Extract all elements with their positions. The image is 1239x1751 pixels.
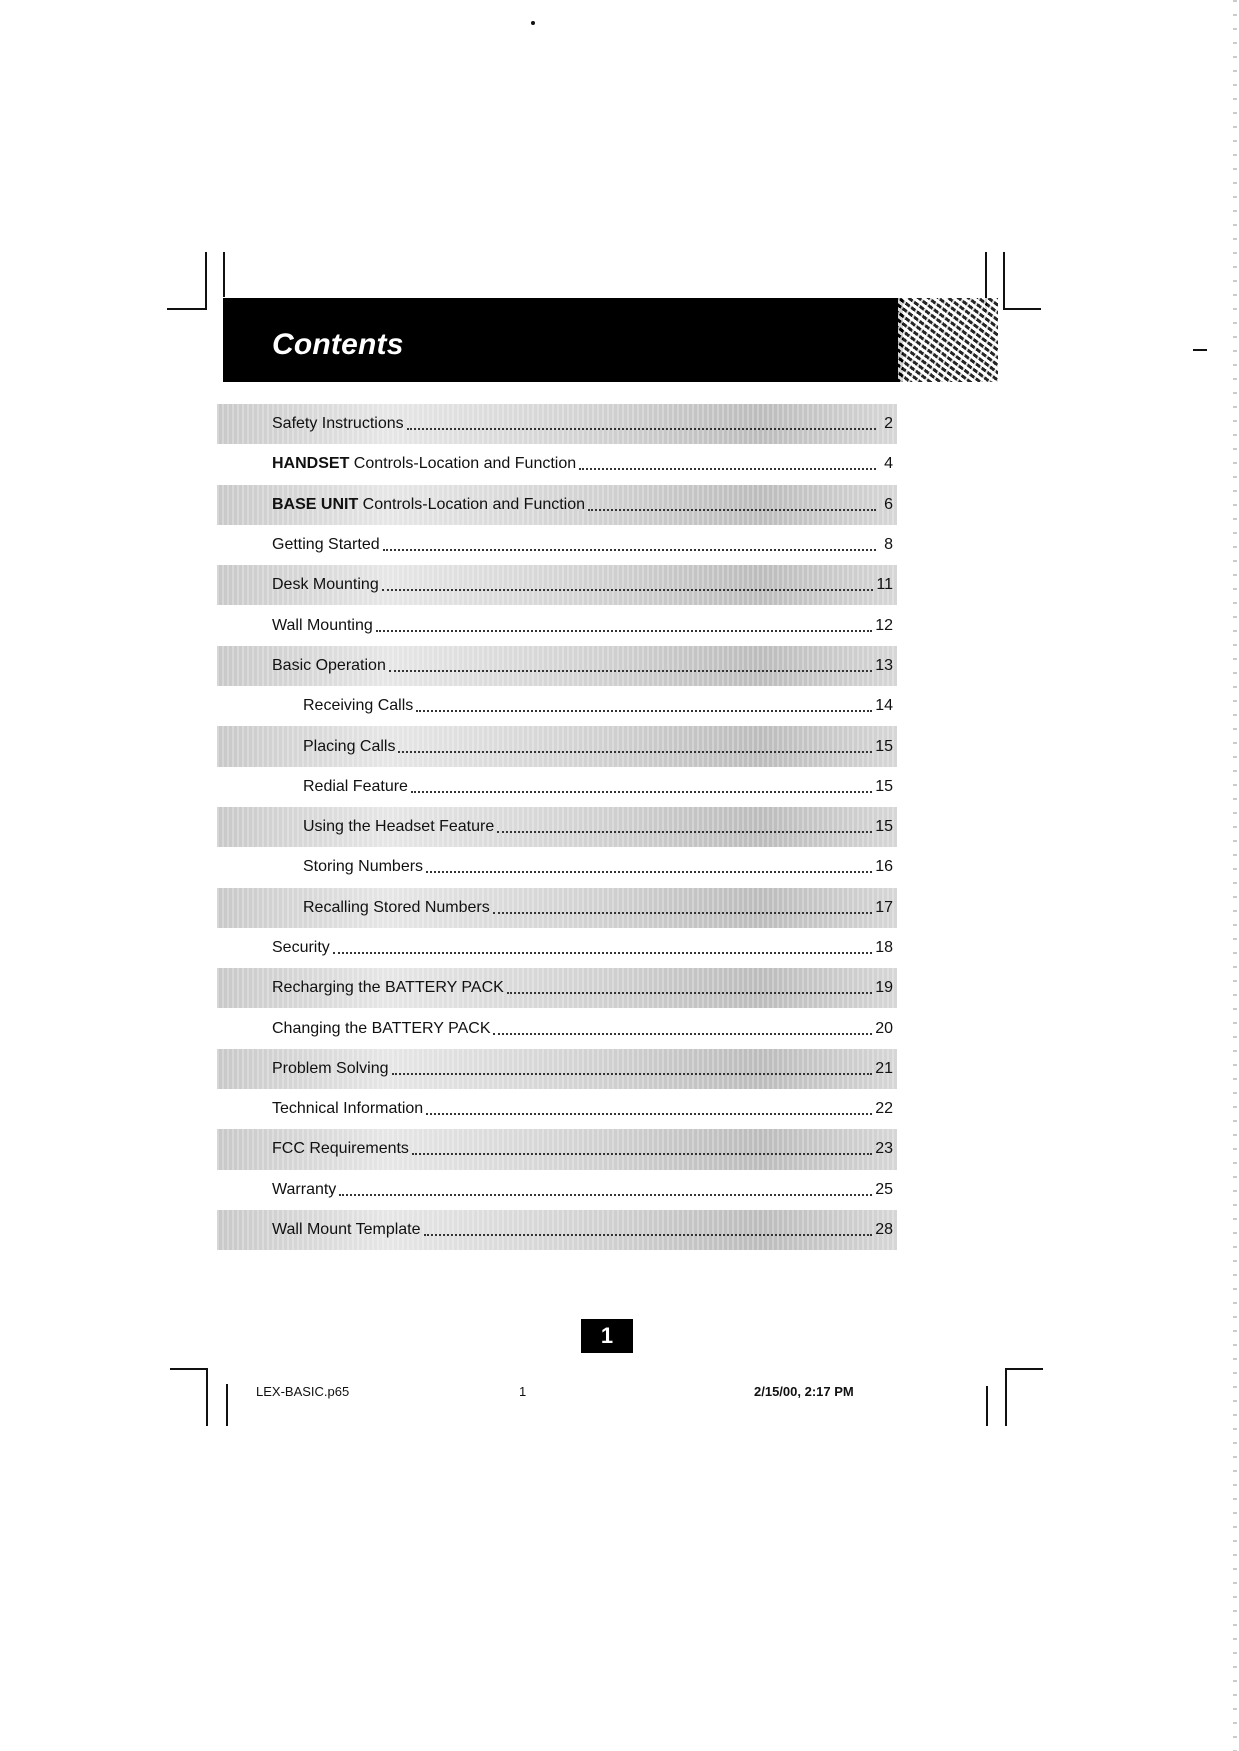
table-of-contents [217,404,897,1250]
toc-entry [217,1129,897,1169]
page-number: 1 [581,1319,633,1353]
toc-entry [217,968,897,1008]
toc-entry-page: 15 [875,777,893,795]
toc-entry-text: Recalling Stored Numbers [303,898,490,916]
toc-entry [217,1089,897,1129]
toc-entry-page: 8 [884,536,893,554]
toc-entry-text: Security [272,939,330,956]
toc-entry-text: Changing the BATTERY PACK [272,1019,491,1037]
toc-entry-page: 2 [884,415,893,433]
toc-entry-title [272,1140,409,1158]
toc-entry-title [272,657,386,675]
toc-entry [217,686,897,726]
toc-entry-title [272,496,585,514]
toc-entry-title [303,778,408,796]
toc-entry-text: Problem Solving [272,1059,389,1077]
toc-entry [217,928,897,968]
toc-dot-leader [424,1234,873,1236]
toc-entry-title [272,536,380,554]
toc-dot-leader [493,1033,872,1035]
toc-entry-text: Using the Headset Feature [303,818,495,836]
footer-filename: LEX-BASIC.p65 [256,1384,350,1399]
toc-dot-leader [497,831,872,833]
toc-entry-title [272,576,379,594]
toc-entry [217,847,897,887]
toc-dot-leader [507,992,872,994]
toc-entry-title [272,1100,423,1118]
toc-entry-text: Receiving Calls [303,697,414,715]
toc-entry-page: 17 [875,898,893,916]
toc-entry [217,1008,897,1048]
toc-dot-leader [411,791,872,793]
toc-entry-title [272,455,576,473]
toc-entry-title [272,1020,490,1038]
toc-entry-title [272,617,373,635]
toc-entry-page: 21 [875,1059,893,1077]
toc-entry-page: 28 [875,1221,893,1239]
toc-entry [217,565,897,605]
footer-timestamp: 2/15/00, 2:17 PM [754,1384,854,1399]
toc-dot-leader [416,710,872,712]
toc-entry [217,444,897,484]
toc-entry [217,1170,897,1210]
toc-entry-text: Basic Operation [272,656,386,674]
toc-dot-leader [398,751,872,753]
toc-entry-bold-prefix: HANDSET [272,455,350,473]
toc-entry [217,1210,897,1250]
toc-entry-text: Controls-Location and Function [349,455,577,473]
toc-entry-page: 20 [875,1019,893,1037]
toc-entry-title [272,1221,421,1239]
toc-entry [217,646,897,686]
toc-entry-text: Wall Mount Template [272,1221,421,1239]
toc-entry [217,1049,897,1089]
toc-entry-text: Technical Information [272,1100,424,1118]
toc-entry-title [303,738,395,756]
toc-entry-title [272,1060,389,1078]
toc-entry-page: 23 [875,1140,893,1158]
toc-entry-page: 14 [875,697,893,715]
toc-entry-title [272,939,330,957]
toc-entry-text: Wall Mounting [272,616,373,634]
toc-dot-leader [426,871,872,873]
toc-entry-text: Storing Numbers [303,858,424,876]
toc-dot-leader [426,1113,872,1115]
toc-entry [217,404,897,444]
toc-entry-text: Recharging the BATTERY PACK [272,979,504,997]
footer-sheet-number: 1 [519,1384,527,1399]
toc-dot-leader [412,1153,872,1155]
toc-entry-title [303,697,413,715]
toc-entry-page: 15 [875,818,893,836]
toc-entry-title [272,415,404,433]
toc-entry-page: 6 [884,495,893,513]
toc-entry-text: Controls-Location and Function [358,495,586,513]
toc-entry-page: 11 [876,576,893,594]
toc-entry-page: 18 [875,939,893,956]
toc-entry-text: Redial Feature [303,777,408,795]
toc-entry [217,525,897,565]
toc-dot-leader [493,912,872,914]
toc-entry-text: Safety Instructions [272,415,404,433]
toc-entry [217,767,897,807]
toc-dot-leader [339,1194,872,1196]
toc-dot-leader [579,468,876,470]
toc-entry-page: 4 [884,455,893,473]
toc-dot-leader [588,509,876,511]
toc-entry [217,485,897,525]
toc-entry-title [272,1181,336,1199]
toc-entry [217,726,897,766]
toc-entry-text: FCC Requirements [272,1140,409,1158]
toc-entry [217,605,897,645]
toc-dot-leader [333,952,872,954]
toc-entry-page: 13 [875,656,893,674]
toc-entry-title [303,818,494,836]
toc-entry-title [303,858,423,876]
toc-dot-leader [376,630,872,632]
toc-dot-leader [407,428,876,430]
toc-entry [217,888,897,928]
toc-entry-text: Placing Calls [303,737,396,755]
toc-entry-title [303,899,490,917]
toc-entry-page: 16 [875,858,893,876]
toc-entry-page: 15 [875,737,893,755]
page-title: Contents [272,328,404,361]
toc-dot-leader [383,549,876,551]
toc-entry-bold-prefix: BASE UNIT [272,495,359,513]
toc-entry [217,807,897,847]
toc-entry-page: 12 [875,616,893,634]
toc-dot-leader [392,1073,873,1075]
toc-entry-text: Desk Mounting [272,576,379,594]
toc-entry-text: Warranty [272,1180,337,1198]
halftone-pattern-block [898,298,998,382]
toc-entry-page: 22 [875,1100,893,1118]
toc-entry-page: 19 [875,979,893,997]
toc-entry-page: 25 [875,1180,893,1198]
scan-edge-noise [1233,0,1237,1751]
toc-entry-text: Getting Started [272,536,380,554]
toc-entry-title [272,979,504,997]
toc-dot-leader [389,670,872,672]
toc-dot-leader [382,589,874,591]
